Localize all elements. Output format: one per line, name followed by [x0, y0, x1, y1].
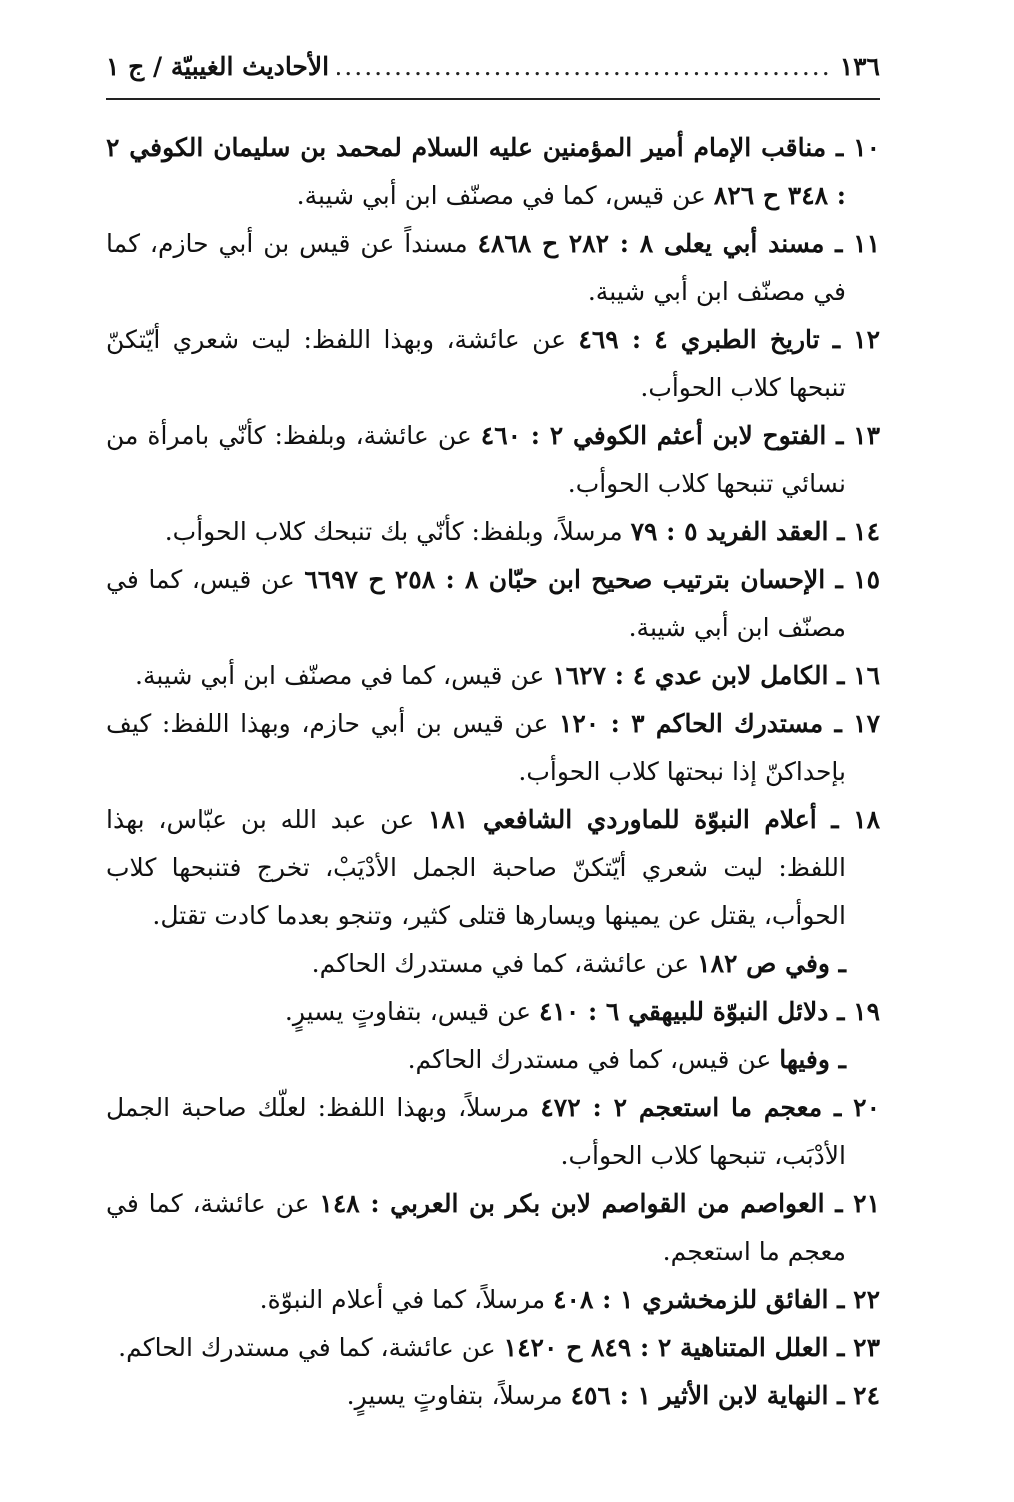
source-citation: ١٩ ـ دلائل النبوّة للبيهقي ٦ : ٤١٠: [538, 997, 880, 1026]
entry-text: عن عائشة، كما في مستدرك الحاكم.: [311, 949, 698, 978]
reference-entry: [106, 700, 880, 796]
source-citation: ١٢ ـ تاريخ الطبري ٤ : ٤٦٩: [578, 325, 881, 354]
entry-text: مرسلاً، بتفاوتٍ يسيرٍ.: [346, 1381, 571, 1410]
reference-entry: [106, 508, 880, 556]
reference-entry: [106, 220, 880, 316]
reference-entry: [106, 556, 880, 652]
reference-entry: [106, 316, 880, 412]
leader-dots: [337, 52, 832, 81]
source-citation: ٢١ ـ العواصم من القواصم لابن بكر بن العربي : ١٤٨: [319, 1189, 881, 1218]
entry-text: مرسلاً، كما في أعلام النبوّة.: [259, 1285, 554, 1314]
source-citation: ٢٤ ـ النهاية لابن الأثير ١ : ٤٥٦: [570, 1381, 880, 1410]
reference-entry: [106, 412, 880, 508]
entry-text: عن قيس، كما في مصنّف ابن أبي شيبة.: [135, 661, 553, 690]
sub-entry: [106, 1036, 880, 1084]
source-citation: ١٣ ـ الفتوح لابن أعثم الكوفي ٢ : ٤٦٠: [480, 421, 881, 450]
reference-entry: [106, 124, 880, 220]
source-citation: ـ وفيها: [779, 1045, 846, 1074]
entry-text: عن قيس، كما في مصنّف ابن أبي شيبة.: [106, 565, 846, 642]
reference-entry: [106, 988, 880, 1036]
reference-entry: [106, 1276, 880, 1324]
entry-text: مرسلاً، وبلفظ: كأنّي بك تنبحك كلاب الحوأب.: [164, 517, 631, 546]
source-citation: ١٨ ـ أعلام النبوّة للماوردي الشافعي ١٨١: [427, 805, 880, 834]
reference-entry: [106, 652, 880, 700]
entry-text: عن عائشة، كما في معجم ما استعجم.: [106, 1189, 846, 1266]
header-rule: [106, 98, 880, 100]
page-number: ١٣٦: [839, 52, 880, 81]
reference-entry: [106, 796, 880, 940]
entry-text: عن عائشة، وبهذا اللفظ: ليت شعري أيّتكنّ تنبحها كلاب الحوأب.: [106, 325, 846, 402]
reference-entry: [106, 1324, 880, 1372]
entry-text: عن عائشة، كما في مستدرك الحاكم.: [118, 1333, 504, 1362]
entry-text: عن قيس بن أبي حازم، وبهذا اللفظ: كيف بإحداكنّ إذا نبحتها كلاب الحوأب.: [106, 709, 846, 786]
entry-text: عن عائشة، وبلفظ: كأنّي بامرأة من نسائي تنبحها كلاب الحوأب.: [106, 421, 846, 498]
reference-list: [106, 124, 880, 1420]
page-header: [106, 52, 880, 92]
entry-text: عن قيس، كما في مستدرك الحاكم.: [407, 1045, 780, 1074]
sub-entry: [106, 940, 880, 988]
source-citation: ١١ ـ مسند أبي يعلى ٨ : ٢٨٢ ح ٤٨٦٨: [477, 229, 880, 258]
entry-text: مرسلاً، وبهذا اللفظ: لعلّك صاحبة الجمل الأدْبَب، تنبحها كلاب الحوأب.: [106, 1093, 846, 1170]
source-citation: ١٥ ـ الإحسان بترتيب صحيح ابن حبّان ٨ : ٢٥٨ ح ٦٦٩٧: [304, 565, 881, 594]
source-citation: ٢٠ ـ معجم ما استعجم ٢ : ٤٧٢: [540, 1093, 881, 1122]
source-citation: ١٧ ـ مستدرك الحاكم ٣ : ١٢٠: [558, 709, 880, 738]
source-citation: ١٠ ـ مناقب الإمام أمير المؤمنين عليه السلام لمحمد بن سليمان الكوفي ٢ : ٣٤٨ ح ٨٢٦: [106, 133, 880, 210]
entry-text: عن قيس، كما في مصنّف ابن أبي شيبة.: [296, 181, 714, 210]
source-citation: ٢٣ ـ العلل المتناهية ٢ : ٨٤٩ ح ١٤٢٠: [503, 1333, 880, 1362]
running-title: الأحاديث الغيبيّة / ج ١: [106, 52, 330, 81]
reference-entry: [106, 1372, 880, 1420]
reference-entry: [106, 1084, 880, 1180]
source-citation: ـ وفي ص ١٨٢: [697, 949, 846, 978]
entry-text: مسنداً عن قيس بن أبي حازم، كما في مصنّف ابن أبي شيبة.: [106, 229, 846, 306]
source-citation: ١٦ ـ الكامل لابن عدي ٤ : ١٦٢٧: [552, 661, 880, 690]
entry-text: عن قيس، بتفاوتٍ يسيرٍ.: [284, 997, 539, 1026]
entry-text: عن عبد الله بن عبّاس، بهذا اللفظ: ليت شعري أيّتكنّ صاحبة الجمل الأدْيَبْ، تخرج فتنبحها كلاب الحوأب، يقتل عن يمينها ويسارها قتلى كثير، وتنجو بعدما كادت تقتل.: [106, 805, 846, 930]
reference-entry: [106, 1180, 880, 1276]
source-citation: ٢٢ ـ الفائق للزمخشري ١ : ٤٠٨: [553, 1285, 880, 1314]
source-citation: ١٤ ـ العقد الفريد ٥ : ٧٩: [630, 517, 880, 546]
